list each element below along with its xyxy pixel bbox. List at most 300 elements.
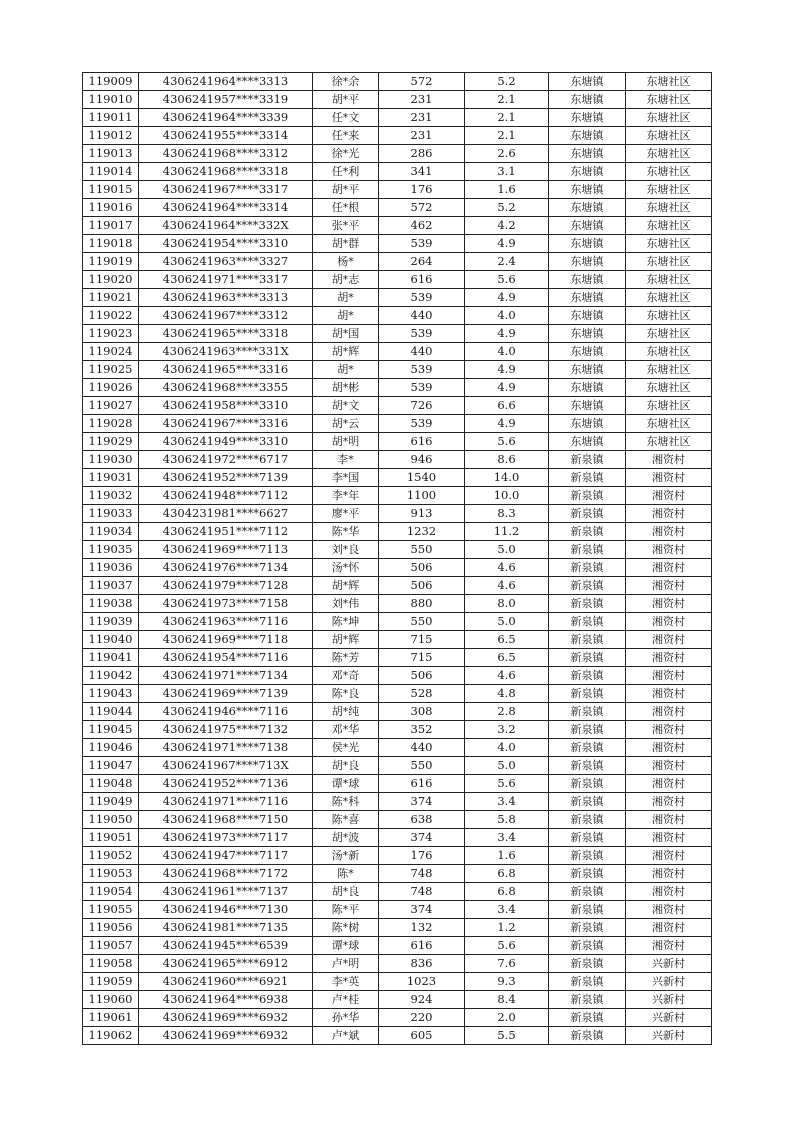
amount-cell: 132 (379, 919, 465, 937)
id-number-cell: 4306241968****3318 (139, 163, 313, 181)
village-cell: 东塘社区 (626, 343, 712, 361)
amount-cell: 748 (379, 883, 465, 901)
value-cell: 4.8 (465, 685, 549, 703)
record-id-cell: 119061 (83, 1009, 139, 1027)
village-cell: 东塘社区 (626, 307, 712, 325)
record-id-cell: 119030 (83, 451, 139, 469)
town-cell: 新泉镇 (549, 847, 626, 865)
amount-cell: 528 (379, 685, 465, 703)
village-cell: 东塘社区 (626, 433, 712, 451)
village-cell: 湘资村 (626, 937, 712, 955)
value-cell: 4.0 (465, 307, 549, 325)
town-cell: 新泉镇 (549, 1009, 626, 1027)
table-row (83, 91, 712, 109)
town-cell: 新泉镇 (549, 775, 626, 793)
id-number-cell: 4306241954****3310 (139, 235, 313, 253)
record-id-cell: 119041 (83, 649, 139, 667)
record-id-cell: 119033 (83, 505, 139, 523)
record-id-cell: 119017 (83, 217, 139, 235)
village-cell: 东塘社区 (626, 397, 712, 415)
table-row (83, 595, 712, 613)
value-cell: 4.2 (465, 217, 549, 235)
amount-cell: 374 (379, 901, 465, 919)
town-cell: 东塘镇 (549, 235, 626, 253)
id-number-cell: 4306241951****7112 (139, 523, 313, 541)
amount-cell: 1232 (379, 523, 465, 541)
table-row (83, 163, 712, 181)
id-number-cell: 4306241961****7137 (139, 883, 313, 901)
village-cell: 兴新村 (626, 1027, 712, 1045)
table-row (83, 955, 712, 973)
village-cell: 湘资村 (626, 631, 712, 649)
id-number-cell: 4306241965****6912 (139, 955, 313, 973)
table-row (83, 235, 712, 253)
village-cell: 湘资村 (626, 883, 712, 901)
amount-cell: 231 (379, 91, 465, 109)
value-cell: 5.8 (465, 811, 549, 829)
id-number-cell: 4306241945****6539 (139, 937, 313, 955)
id-number-cell: 4306241963****331X (139, 343, 313, 361)
town-cell: 新泉镇 (549, 649, 626, 667)
town-cell: 东塘镇 (549, 217, 626, 235)
value-cell: 3.2 (465, 721, 549, 739)
value-cell: 5.6 (465, 271, 549, 289)
name-cell: 张*平 (313, 217, 379, 235)
town-cell: 东塘镇 (549, 181, 626, 199)
amount-cell: 341 (379, 163, 465, 181)
id-number-cell: 4306241964****3339 (139, 109, 313, 127)
id-number-cell: 4306241969****7118 (139, 631, 313, 649)
record-id-cell: 119021 (83, 289, 139, 307)
town-cell: 新泉镇 (549, 811, 626, 829)
table-row (83, 433, 712, 451)
record-id-cell: 119024 (83, 343, 139, 361)
name-cell: 胡*明 (313, 433, 379, 451)
town-cell: 新泉镇 (549, 883, 626, 901)
amount-cell: 506 (379, 667, 465, 685)
name-cell: 胡*国 (313, 325, 379, 343)
town-cell: 东塘镇 (549, 343, 626, 361)
value-cell: 5.5 (465, 1027, 549, 1045)
record-id-cell: 119051 (83, 829, 139, 847)
village-cell: 湘资村 (626, 523, 712, 541)
village-cell: 东塘社区 (626, 217, 712, 235)
table-row (83, 397, 712, 415)
village-cell: 湘资村 (626, 577, 712, 595)
value-cell: 8.4 (465, 991, 549, 1009)
id-number-cell: 4306241960****6921 (139, 973, 313, 991)
name-cell: 汤*新 (313, 847, 379, 865)
amount-cell: 726 (379, 397, 465, 415)
id-number-cell: 4306241949****3310 (139, 433, 313, 451)
id-number-cell: 4306241946****7116 (139, 703, 313, 721)
town-cell: 新泉镇 (549, 937, 626, 955)
value-cell: 5.0 (465, 541, 549, 559)
value-cell: 14.0 (465, 469, 549, 487)
amount-cell: 308 (379, 703, 465, 721)
table-row (83, 559, 712, 577)
amount-cell: 946 (379, 451, 465, 469)
table-row (83, 919, 712, 937)
record-id-cell: 119013 (83, 145, 139, 163)
table-row (83, 847, 712, 865)
record-id-cell: 119057 (83, 937, 139, 955)
name-cell: 刘*伟 (313, 595, 379, 613)
value-cell: 4.9 (465, 415, 549, 433)
name-cell: 胡*纯 (313, 703, 379, 721)
amount-cell: 550 (379, 757, 465, 775)
amount-cell: 924 (379, 991, 465, 1009)
value-cell: 4.9 (465, 379, 549, 397)
village-cell: 湘资村 (626, 811, 712, 829)
amount-cell: 539 (379, 325, 465, 343)
id-number-cell: 4306241967****3317 (139, 181, 313, 199)
name-cell: 胡* (313, 307, 379, 325)
amount-cell: 572 (379, 199, 465, 217)
id-number-cell: 4306241946****7130 (139, 901, 313, 919)
amount-cell: 616 (379, 433, 465, 451)
table-row (83, 1027, 712, 1045)
town-cell: 新泉镇 (549, 577, 626, 595)
village-cell: 东塘社区 (626, 73, 712, 91)
village-cell: 湘资村 (626, 541, 712, 559)
village-cell: 湘资村 (626, 613, 712, 631)
record-id-cell: 119038 (83, 595, 139, 613)
town-cell: 新泉镇 (549, 559, 626, 577)
record-id-cell: 119044 (83, 703, 139, 721)
name-cell: 胡*彬 (313, 379, 379, 397)
name-cell: 胡*志 (313, 271, 379, 289)
record-id-cell: 119037 (83, 577, 139, 595)
village-cell: 湘资村 (626, 793, 712, 811)
town-cell: 新泉镇 (549, 595, 626, 613)
village-cell: 兴新村 (626, 973, 712, 991)
value-cell: 2.1 (465, 109, 549, 127)
value-cell: 3.4 (465, 793, 549, 811)
record-id-cell: 119043 (83, 685, 139, 703)
record-id-cell: 119022 (83, 307, 139, 325)
village-cell: 东塘社区 (626, 235, 712, 253)
amount-cell: 616 (379, 271, 465, 289)
id-number-cell: 4306241975****7132 (139, 721, 313, 739)
record-id-cell: 119036 (83, 559, 139, 577)
amount-cell: 539 (379, 289, 465, 307)
record-id-cell: 119042 (83, 667, 139, 685)
table-row (83, 379, 712, 397)
town-cell: 新泉镇 (549, 685, 626, 703)
record-id-cell: 119046 (83, 739, 139, 757)
id-number-cell: 4306241971****3317 (139, 271, 313, 289)
value-cell: 4.6 (465, 667, 549, 685)
record-id-cell: 119018 (83, 235, 139, 253)
record-id-cell: 119019 (83, 253, 139, 271)
amount-cell: 605 (379, 1027, 465, 1045)
value-cell: 4.9 (465, 289, 549, 307)
name-cell: 胡* (313, 361, 379, 379)
table-row (83, 271, 712, 289)
amount-cell: 572 (379, 73, 465, 91)
table-row (83, 577, 712, 595)
amount-cell: 374 (379, 829, 465, 847)
name-cell: 任*利 (313, 163, 379, 181)
village-cell: 湘资村 (626, 505, 712, 523)
town-cell: 东塘镇 (549, 253, 626, 271)
name-cell: 谭*球 (313, 937, 379, 955)
amount-cell: 176 (379, 181, 465, 199)
id-number-cell: 4306241971****7116 (139, 793, 313, 811)
value-cell: 3.4 (465, 901, 549, 919)
table-row (83, 343, 712, 361)
id-number-cell: 4306241964****332X (139, 217, 313, 235)
town-cell: 新泉镇 (549, 919, 626, 937)
table-row (83, 613, 712, 631)
name-cell: 邓*奇 (313, 667, 379, 685)
town-cell: 东塘镇 (549, 109, 626, 127)
id-number-cell: 4306241965****3318 (139, 325, 313, 343)
table-row (83, 721, 712, 739)
town-cell: 新泉镇 (549, 451, 626, 469)
town-cell: 新泉镇 (549, 865, 626, 883)
amount-cell: 880 (379, 595, 465, 613)
town-cell: 东塘镇 (549, 325, 626, 343)
village-cell: 湘资村 (626, 667, 712, 685)
town-cell: 新泉镇 (549, 721, 626, 739)
record-id-cell: 119029 (83, 433, 139, 451)
table-row (83, 703, 712, 721)
village-cell: 兴新村 (626, 1009, 712, 1027)
value-cell: 1.6 (465, 181, 549, 199)
value-cell: 4.9 (465, 361, 549, 379)
id-number-cell: 4306241976****7134 (139, 559, 313, 577)
id-number-cell: 4306241967****3316 (139, 415, 313, 433)
record-id-cell: 119032 (83, 487, 139, 505)
name-cell: 胡*平 (313, 181, 379, 199)
town-cell: 新泉镇 (549, 1027, 626, 1045)
amount-cell: 748 (379, 865, 465, 883)
village-cell: 东塘社区 (626, 109, 712, 127)
village-cell: 湘资村 (626, 685, 712, 703)
village-cell: 湘资村 (626, 721, 712, 739)
table-row (83, 253, 712, 271)
town-cell: 新泉镇 (549, 703, 626, 721)
town-cell: 东塘镇 (549, 379, 626, 397)
id-number-cell: 4306241958****3310 (139, 397, 313, 415)
data-table (82, 72, 712, 1045)
value-cell: 5.6 (465, 775, 549, 793)
table-row (83, 145, 712, 163)
village-cell: 东塘社区 (626, 253, 712, 271)
record-id-cell: 119054 (83, 883, 139, 901)
name-cell: 李* (313, 451, 379, 469)
table-row (83, 181, 712, 199)
amount-cell: 715 (379, 631, 465, 649)
name-cell: 杨* (313, 253, 379, 271)
record-id-cell: 119052 (83, 847, 139, 865)
table-row (83, 73, 712, 91)
village-cell: 东塘社区 (626, 379, 712, 397)
village-cell: 东塘社区 (626, 361, 712, 379)
record-id-cell: 119050 (83, 811, 139, 829)
name-cell: 胡*波 (313, 829, 379, 847)
record-id-cell: 119059 (83, 973, 139, 991)
value-cell: 9.3 (465, 973, 549, 991)
record-id-cell: 119023 (83, 325, 139, 343)
town-cell: 新泉镇 (549, 829, 626, 847)
name-cell: 胡*辉 (313, 631, 379, 649)
id-number-cell: 4306241971****7138 (139, 739, 313, 757)
id-number-cell: 4306241972****6717 (139, 451, 313, 469)
record-id-cell: 119028 (83, 415, 139, 433)
value-cell: 4.6 (465, 577, 549, 595)
table-row (83, 793, 712, 811)
table-row (83, 415, 712, 433)
village-cell: 东塘社区 (626, 289, 712, 307)
id-number-cell: 4306241948****7112 (139, 487, 313, 505)
id-number-cell: 4306241954****7116 (139, 649, 313, 667)
id-number-cell: 4306241952****7136 (139, 775, 313, 793)
id-number-cell: 4306241969****6932 (139, 1009, 313, 1027)
town-cell: 新泉镇 (549, 757, 626, 775)
id-number-cell: 4306241967****713X (139, 757, 313, 775)
amount-cell: 539 (379, 379, 465, 397)
amount-cell: 1100 (379, 487, 465, 505)
name-cell: 胡*平 (313, 91, 379, 109)
id-number-cell: 4306241964****3314 (139, 199, 313, 217)
record-id-cell: 119014 (83, 163, 139, 181)
record-id-cell: 119048 (83, 775, 139, 793)
town-cell: 新泉镇 (549, 487, 626, 505)
village-cell: 湘资村 (626, 829, 712, 847)
name-cell: 侯*光 (313, 739, 379, 757)
id-number-cell: 4306241964****3313 (139, 73, 313, 91)
name-cell: 陈*华 (313, 523, 379, 541)
record-id-cell: 119025 (83, 361, 139, 379)
value-cell: 2.8 (465, 703, 549, 721)
value-cell: 6.8 (465, 865, 549, 883)
town-cell: 新泉镇 (549, 523, 626, 541)
town-cell: 新泉镇 (549, 973, 626, 991)
record-id-cell: 119011 (83, 109, 139, 127)
value-cell: 8.3 (465, 505, 549, 523)
value-cell: 5.2 (465, 73, 549, 91)
record-id-cell: 119035 (83, 541, 139, 559)
table-row (83, 487, 712, 505)
village-cell: 湘资村 (626, 451, 712, 469)
record-id-cell: 119060 (83, 991, 139, 1009)
name-cell: 孙*华 (313, 1009, 379, 1027)
value-cell: 6.8 (465, 883, 549, 901)
name-cell: 陈* (313, 865, 379, 883)
value-cell: 2.4 (465, 253, 549, 271)
record-id-cell: 119056 (83, 919, 139, 937)
value-cell: 8.6 (465, 451, 549, 469)
value-cell: 3.1 (465, 163, 549, 181)
name-cell: 任*来 (313, 127, 379, 145)
amount-cell: 286 (379, 145, 465, 163)
town-cell: 东塘镇 (549, 415, 626, 433)
value-cell: 4.0 (465, 739, 549, 757)
record-id-cell: 119062 (83, 1027, 139, 1045)
name-cell: 任*文 (313, 109, 379, 127)
value-cell: 2.0 (465, 1009, 549, 1027)
amount-cell: 440 (379, 307, 465, 325)
record-id-cell: 119034 (83, 523, 139, 541)
name-cell: 陈*坤 (313, 613, 379, 631)
amount-cell: 440 (379, 739, 465, 757)
id-number-cell: 4306241971****7134 (139, 667, 313, 685)
record-id-cell: 119055 (83, 901, 139, 919)
amount-cell: 539 (379, 235, 465, 253)
id-number-cell: 4306241963****3313 (139, 289, 313, 307)
town-cell: 东塘镇 (549, 433, 626, 451)
name-cell: 徐*光 (313, 145, 379, 163)
record-id-cell: 119020 (83, 271, 139, 289)
table-row (83, 361, 712, 379)
village-cell: 东塘社区 (626, 163, 712, 181)
record-id-cell: 119058 (83, 955, 139, 973)
village-cell: 东塘社区 (626, 145, 712, 163)
record-id-cell: 119049 (83, 793, 139, 811)
town-cell: 东塘镇 (549, 145, 626, 163)
village-cell: 湘资村 (626, 703, 712, 721)
town-cell: 新泉镇 (549, 469, 626, 487)
amount-cell: 616 (379, 775, 465, 793)
id-number-cell: 4306241968****7172 (139, 865, 313, 883)
id-number-cell: 4306241973****7117 (139, 829, 313, 847)
name-cell: 陈*树 (313, 919, 379, 937)
village-cell: 湘资村 (626, 559, 712, 577)
value-cell: 6.6 (465, 397, 549, 415)
town-cell: 东塘镇 (549, 163, 626, 181)
name-cell: 陈*科 (313, 793, 379, 811)
name-cell: 陈*良 (313, 685, 379, 703)
village-cell: 湘资村 (626, 739, 712, 757)
record-id-cell: 119045 (83, 721, 139, 739)
value-cell: 5.2 (465, 199, 549, 217)
record-id-cell: 119027 (83, 397, 139, 415)
village-cell: 兴新村 (626, 955, 712, 973)
record-id-cell: 119031 (83, 469, 139, 487)
amount-cell: 374 (379, 793, 465, 811)
value-cell: 1.6 (465, 847, 549, 865)
value-cell: 4.0 (465, 343, 549, 361)
table-row (83, 739, 712, 757)
name-cell: 卢*斌 (313, 1027, 379, 1045)
village-cell: 湘资村 (626, 865, 712, 883)
id-number-cell: 4306241952****7139 (139, 469, 313, 487)
name-cell: 陈*喜 (313, 811, 379, 829)
record-id-cell: 119053 (83, 865, 139, 883)
record-id-cell: 119026 (83, 379, 139, 397)
name-cell: 李*年 (313, 487, 379, 505)
record-id-cell: 119012 (83, 127, 139, 145)
name-cell: 汤*怀 (313, 559, 379, 577)
value-cell: 4.9 (465, 325, 549, 343)
town-cell: 新泉镇 (549, 955, 626, 973)
record-id-cell: 119016 (83, 199, 139, 217)
village-cell: 东塘社区 (626, 271, 712, 289)
amount-cell: 264 (379, 253, 465, 271)
id-number-cell: 4306241968****3312 (139, 145, 313, 163)
amount-cell: 176 (379, 847, 465, 865)
name-cell: 胡*辉 (313, 577, 379, 595)
table-row (83, 991, 712, 1009)
village-cell: 东塘社区 (626, 199, 712, 217)
id-number-cell: 4306241969****7139 (139, 685, 313, 703)
value-cell: 4.6 (465, 559, 549, 577)
town-cell: 东塘镇 (549, 91, 626, 109)
village-cell: 兴新村 (626, 991, 712, 1009)
